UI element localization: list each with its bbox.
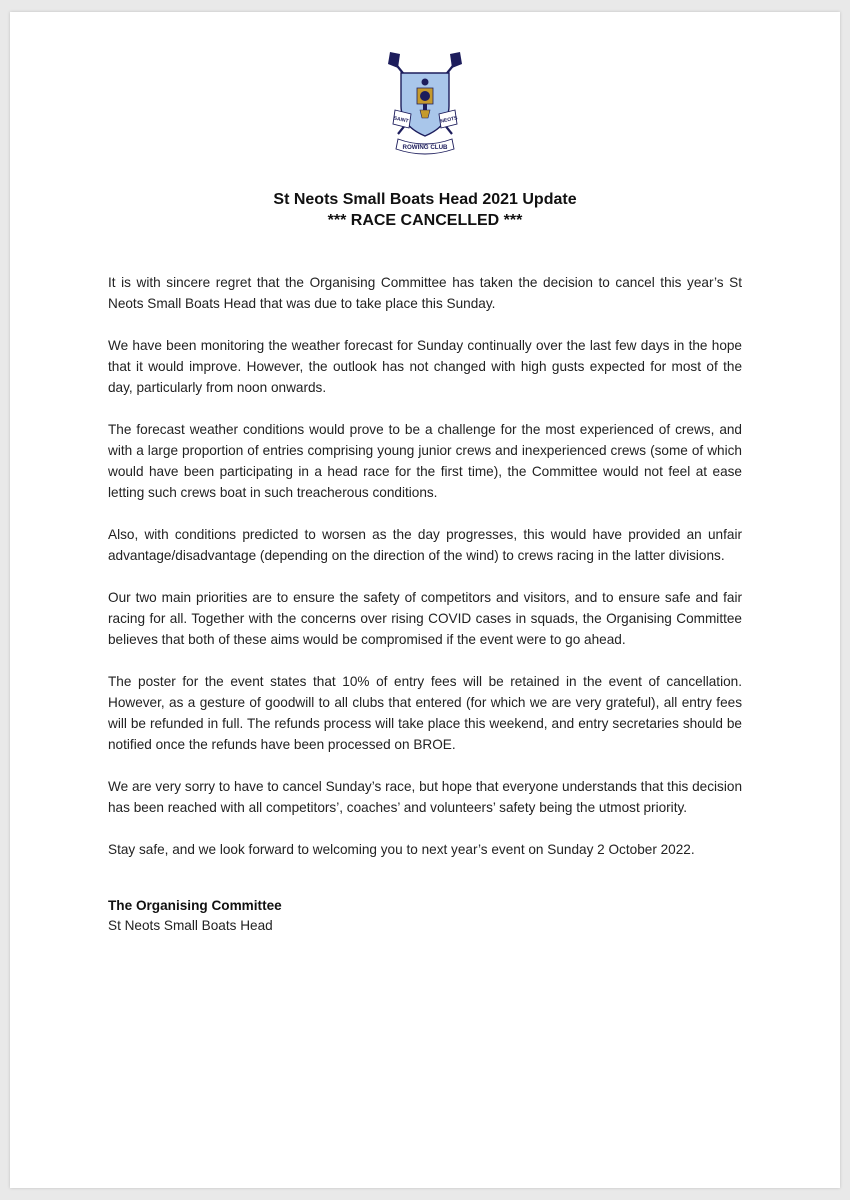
paragraph-priorities: Our two main priorities are to ensure the safety of competitors and visitors, and to ensure safe and fair racing for all. Together with the concerns over rising COVID cases in squads, the Organising Committee believes that both of these aims would be compromised if the event were to go ahead.	[108, 590, 742, 647]
paragraph-fairness: Also, with conditions predicted to worsen as the day progresses, this would have provided an unfair advantage/disadvantage (depending on the direction of the wind) to crews racing in the latter divisions.	[108, 527, 742, 563]
paragraph-apology: We are very sorry to have to cancel Sunday’s race, but hope that everyone understands that this decision has been reached with all competitors’, coaches’ and volunteers’ safety being the utmost priority.	[108, 779, 742, 815]
paragraph-announcement: It is with sincere regret that the Organising Committee has taken the decision to cancel this year’s St Neots Small Boats Head that was due to take place this Sunday.	[108, 275, 742, 311]
rowing-club-ribbon	[396, 139, 454, 154]
svg-text:NEOTS: NEOTS	[439, 115, 459, 125]
letter-body	[108, 272, 742, 881]
cancellation-banner: *** RACE CANCELLED ***	[327, 212, 523, 229]
document-title: St Neots Small Boats Head 2021 Update	[273, 191, 577, 208]
svg-text:SAINT: SAINT	[393, 115, 409, 125]
rowing-club-crest-logo	[384, 48, 466, 156]
svg-text:ROWING CLUB: ROWING CLUB	[402, 144, 448, 151]
signature-block	[108, 896, 282, 936]
paragraph-crews: The forecast weather conditions would prove to be a challenge for the most experienced of crews, and with a large proportion of entries comprising young junior crews and inexperienced crews (some of which would have been participating in a head race for the first time), the Committee would not feel at ease letting such crews boat in such treacherous conditions.	[108, 422, 742, 500]
document-heading	[0, 189, 850, 231]
signature-organisation: St Neots Small Boats Head	[108, 918, 273, 933]
paragraph-closing: Stay safe, and we look forward to welcoming you to next year’s event on Sunday 2 October 2022.	[108, 842, 695, 857]
paragraph-weather: We have been monitoring the weather forecast for Sunday continually over the last few days in the hope that it would improve. However, the outlook has not changed with high gusts expected for most of the day, particularly from noon onwards.	[108, 338, 742, 395]
paragraph-refunds: The poster for the event states that 10% of entry fees will be retained in the event of cancellation. However, as a gesture of goodwill to all clubs that entered (for which we are very grateful), all entry fees will be refunded in full. The refunds process will take place this weekend, and entry secretaries should be notified once the refunds have been processed on BROE.	[108, 674, 742, 752]
signature-name: The Organising Committee	[108, 898, 282, 913]
